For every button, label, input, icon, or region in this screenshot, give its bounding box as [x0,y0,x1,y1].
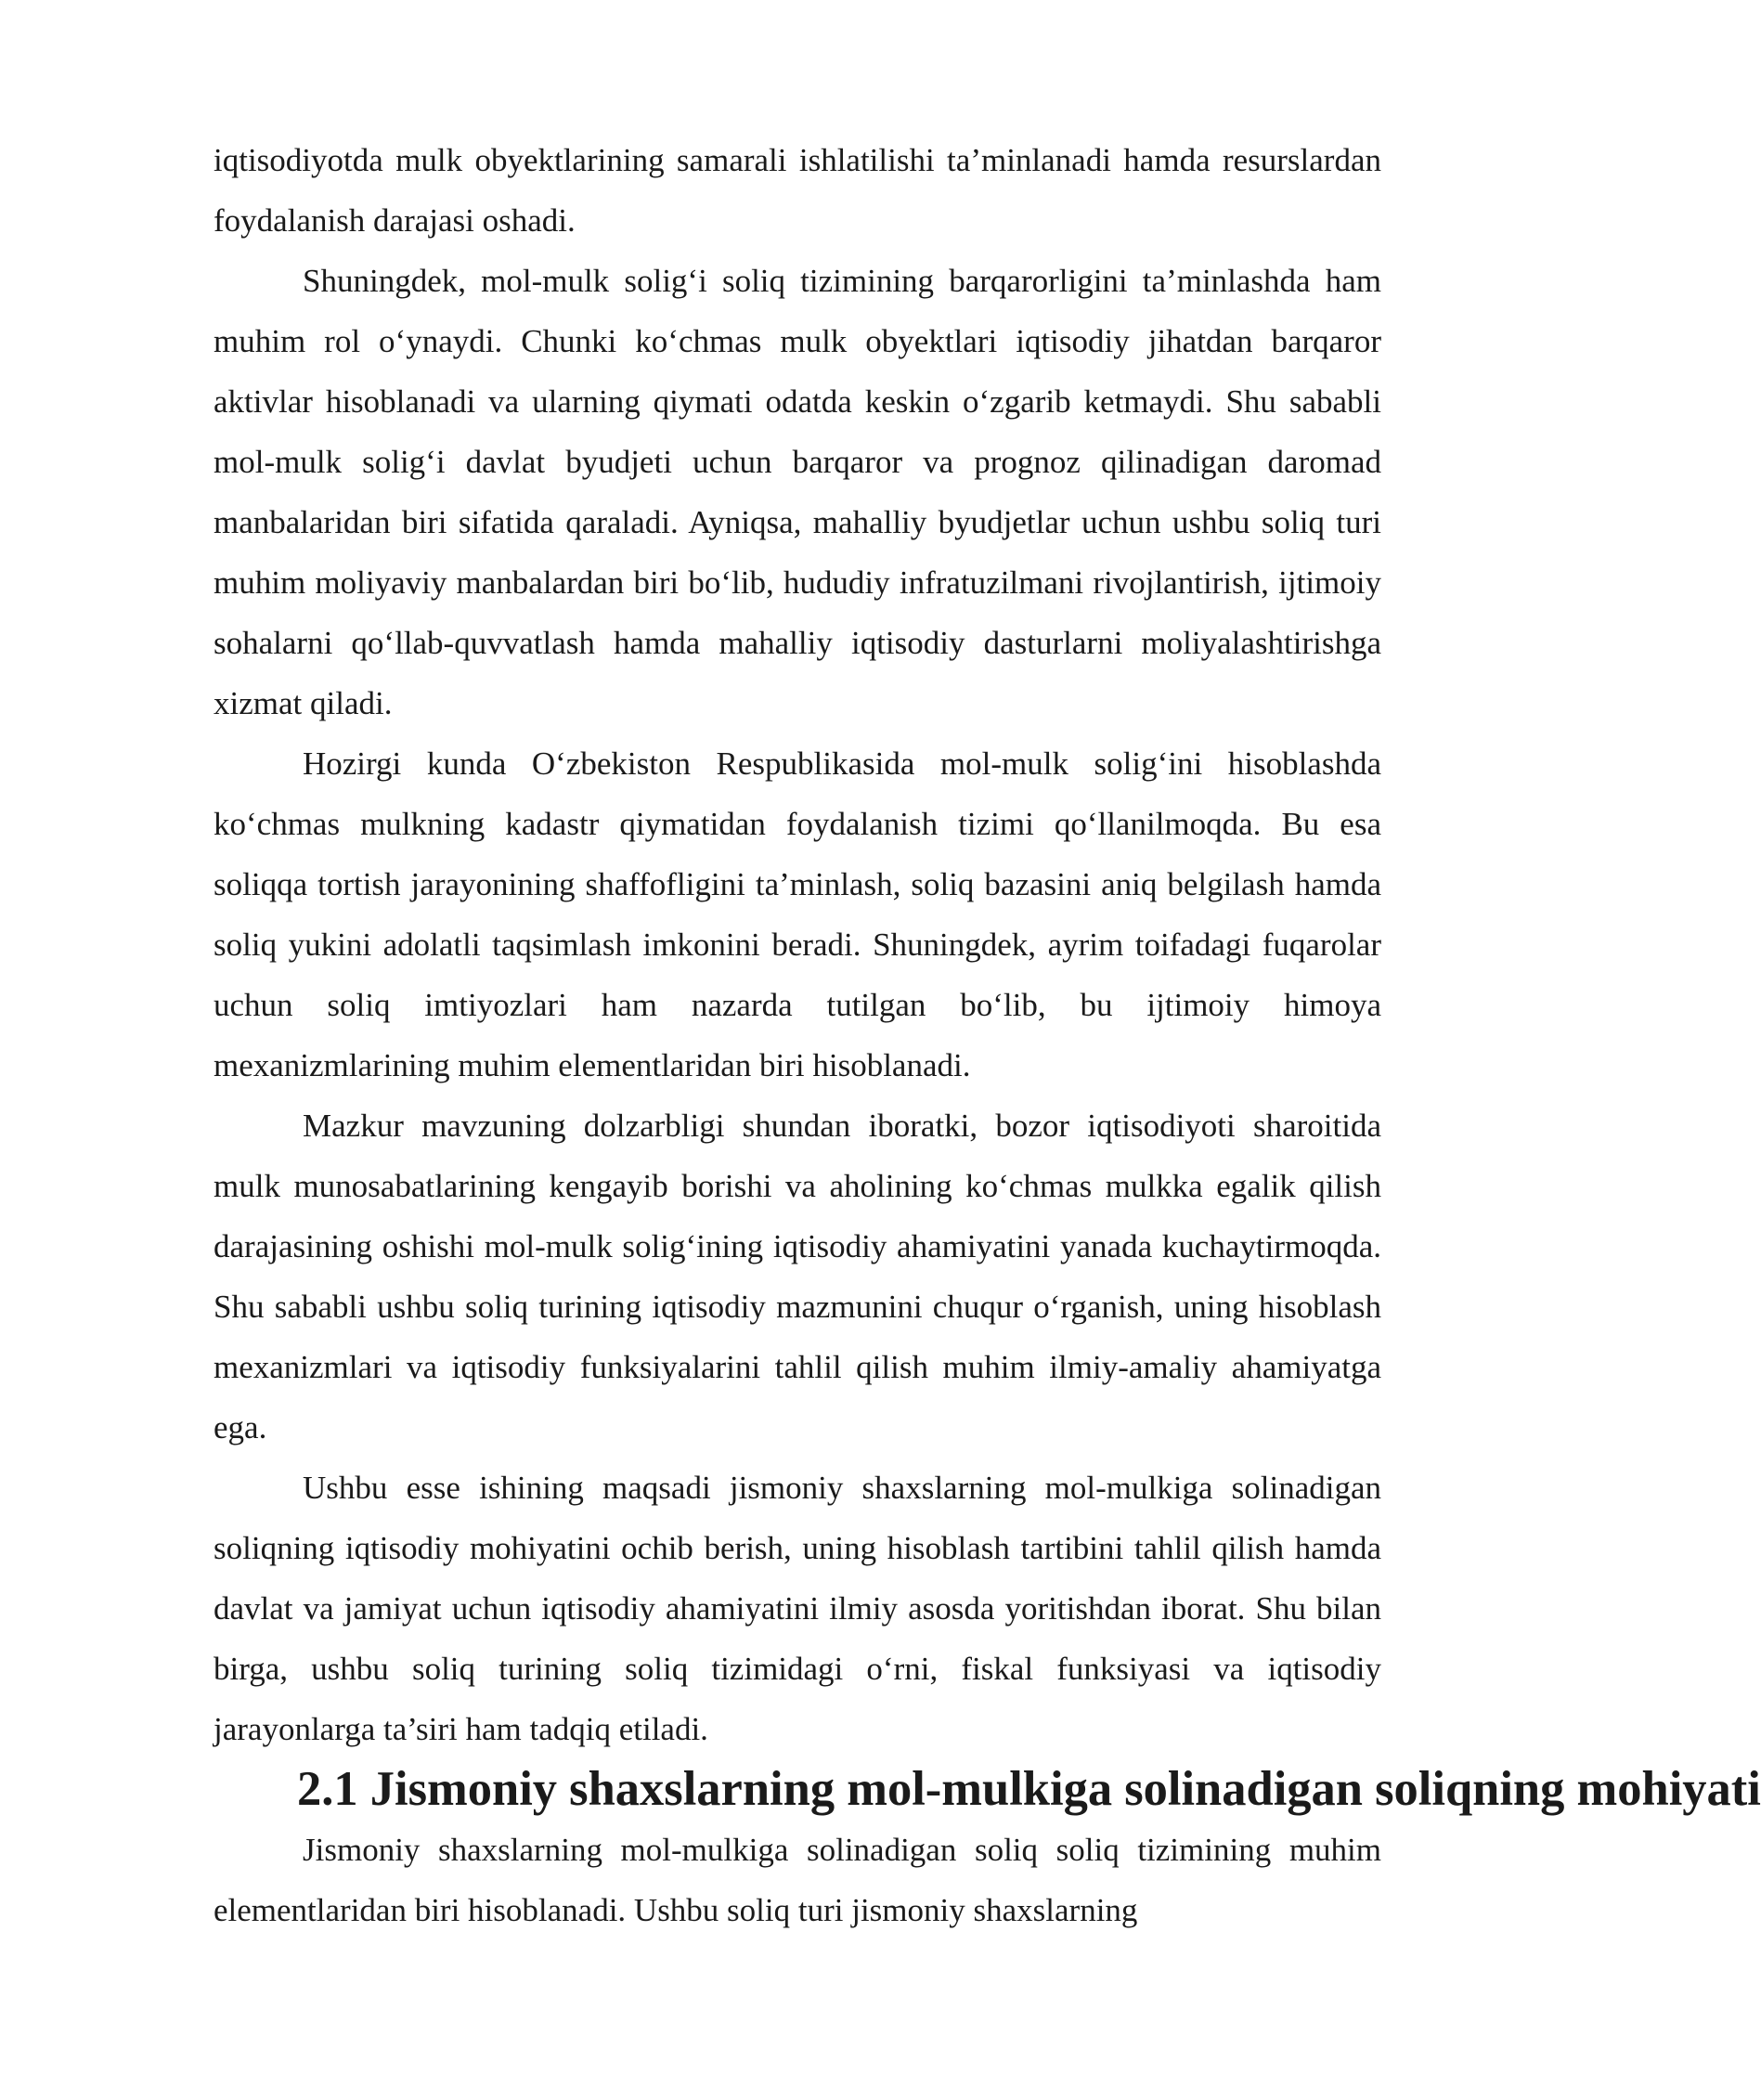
paragraph-5: Ushbu esse ishining maqsadi jismoniy shaxslarning mol-mulkiga solinadigan soliqning iqtisodiy mohiyatini ochib berish, uning hisoblash tartibini tahlil qilish hamda davlat va jamiyat uchun iqtisodiy ahamiyatini ilmiy asosda yoritishdan iborat. Shu bilan birga, ushbu soliq turining soliq tizimidagi o‘rni, fiskal funksiyasi va iqtisodiy jarayonlarga ta’siri ham tadqiq etiladi. [214,1470,1381,1747]
paragraph-6: Jismoniy shaxslarning mol-mulkiga solinadigan soliq soliq tizimining muhim elementlaridan biri hisoblanadi. Ushbu soliq turi jismoniy shaxslarning [214,1832,1381,1928]
section-heading: 2.1 Jismoniy shaxslarning mol-mulkiga solinadigan soliqning mohiyati [297,1762,1761,1816]
paragraph-3: Hozirgi kunda O‘zbekiston Respublikasida mol-mulk solig‘ini hisoblashda ko‘chmas mulkning kadastr qiymatidan foydalanish tizimi qo‘llanilmoqda. Bu esa soliqqa tortish jarayonining shaffofligini ta’minlash, soliq bazasini aniq belgilash hamda soliq yukini adolatli taqsimlash imkonini beradi. Shuningdek, ayrim toifadagi fuqarolar uchun soliq imtiyozlari ham nazarda tutilgan bo‘lib, bu ijtimoiy himoya mexanizmlarining muhim elementlaridan biri hisoblanadi. [214,745,1381,1083]
document-page [214,130,1761,1940]
paragraph-2: Shuningdek, mol-mulk solig‘i soliq tizimining barqarorligini ta’minlashda ham muhim rol o‘ynaydi. Chunki ko‘chmas mulk obyektlari iqtisodiy jihatdan barqaror aktivlar hisoblanadi va ularning qiymati odatda keskin o‘zgarib ketmaydi. Shu sababli mol-mulk solig‘i davlat byudjeti uchun barqaror va prognoz qilinadigan daromad manbalaridan biri sifatida qaraladi. Ayniqsa, mahalliy byudjetlar uchun ushbu soliq turi muhim moliyaviy manbalardan biri bo‘lib, hududiy infratuzilmani rivojlantirish, ijtimoiy sohalarni qo‘llab-quvvatlash hamda mahalliy iqtisodiy dasturlarni moliyalashtirishga xizmat qiladi. [214,263,1381,721]
paragraph-4: Mazkur mavzuning dolzarbligi shundan iboratki, bozor iqtisodiyoti sharoitida mulk munosabatlarining kengayib borishi va aholining ko‘chmas mulkka egalik qilish darajasining oshishi mol-mulk solig‘ining iqtisodiy ahamiyatini yanada kuchaytirmoqda. Shu sababli ushbu soliq turining iqtisodiy mazmunini chuqur o‘rganish, uning hisoblash mexanizmlari va iqtisodiy funksiyalarini tahlil qilish muhim ilmiy-amaliy ahamiyatga ega. [214,1108,1381,1445]
paragraph-1: iqtisodiyotda mulk obyektlarining samarali ishlatilishi ta’minlanadi hamda resurslardan foydalanish darajasi oshadi. [214,142,1381,239]
